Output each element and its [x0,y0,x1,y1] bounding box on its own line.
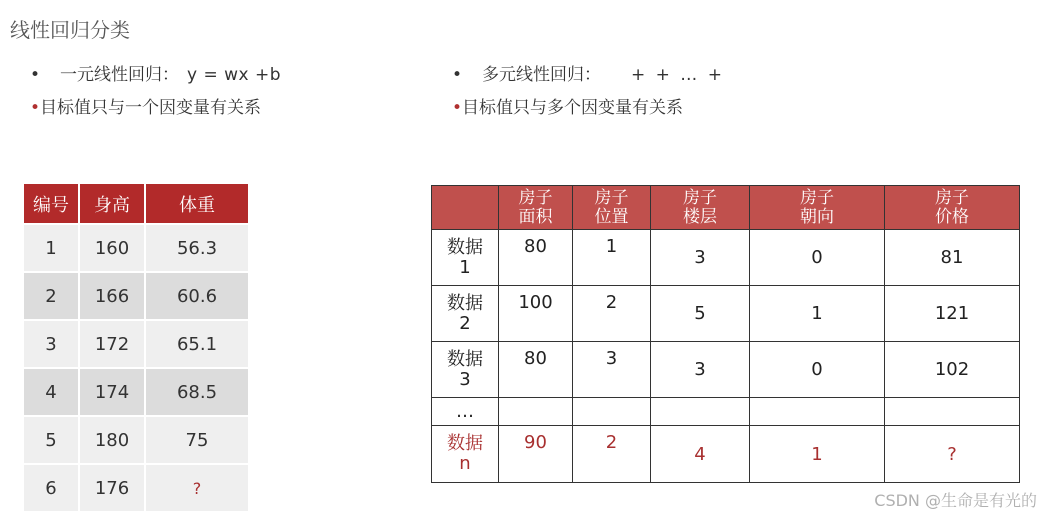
row-label: 数据 3 [432,342,499,398]
cell-price: 121 [885,286,1020,342]
cell-weight: 60.6 [146,273,248,319]
table-row [24,465,248,511]
header-id: 编号 [24,184,78,223]
cell-area: 80 [499,230,573,286]
note-bullet-dot: • [30,98,41,118]
cell-height: 166 [80,273,144,319]
cell-location: 1 [573,230,651,286]
cell-price: 81 [885,230,1020,286]
header-height: 身高 [80,184,144,223]
table-row [24,321,248,367]
cell-id: 4 [24,369,78,415]
table-row [24,273,248,319]
bullet-dot: • [452,65,463,85]
cell-floor: 3 [651,230,750,286]
cell-area: 90 [499,426,573,483]
header-weight: 体重 [146,184,248,223]
cell-id: 3 [24,321,78,367]
table-row [432,286,1020,342]
table-header-row [24,184,248,223]
table-header-row [432,186,1020,230]
table-row [432,426,1020,483]
cell-id: 1 [24,225,78,271]
cell-empty [499,398,573,426]
header-area: 房子 面积 [499,186,573,230]
table-row [432,230,1020,286]
row-label: 数据 1 [432,230,499,286]
simple-regression-note [30,93,261,118]
cell-floor: 3 [651,342,750,398]
cell-orientation: 0 [750,342,885,398]
header-price: 房子 价格 [885,186,1020,230]
table-row [24,369,248,415]
cell-price-unknown: ? [885,426,1020,483]
cell-empty [651,398,750,426]
cell-weight: 56.3 [146,225,248,271]
cell-floor: 4 [651,426,750,483]
header-location: 房子 位置 [573,186,651,230]
multi-regression-formula: + + … + [631,65,723,85]
cell-empty [573,398,651,426]
multi-regression-note [452,93,683,118]
cell-location: 2 [573,286,651,342]
table-row [24,417,248,463]
bullet-dot: • [30,65,41,85]
header-blank [432,186,499,230]
cell-height: 174 [80,369,144,415]
cell-height: 176 [80,465,144,511]
cell-weight: 68.5 [146,369,248,415]
cell-empty [750,398,885,426]
cell-height: 172 [80,321,144,367]
multi-regression-table [431,185,1020,483]
cell-location: 2 [573,426,651,483]
row-label: 数据 2 [432,286,499,342]
header-floor: 房子 楼层 [651,186,750,230]
cell-id: 6 [24,465,78,511]
multi-regression-label: 多元线性回归： [482,65,601,85]
cell-weight-unknown: ? [146,465,248,511]
cell-floor: 5 [651,286,750,342]
watermark: CSDN @生命是有光的 [874,491,1037,510]
cell-orientation: 0 [750,230,885,286]
row-label: 数据 n [432,426,499,483]
simple-regression-table [22,182,250,513]
table-row [24,225,248,271]
cell-location: 3 [573,342,651,398]
table-row [432,342,1020,398]
page-title: 线性回归分类 [10,18,130,42]
cell-id: 5 [24,417,78,463]
cell-area: 100 [499,286,573,342]
table-row-ellipsis [432,398,1020,426]
row-label-ellipsis: … [432,398,499,426]
multi-regression-note-text: 目标值只与多个因变量有关系 [462,98,684,118]
simple-regression-bullet [30,60,281,85]
cell-weight: 65.1 [146,321,248,367]
cell-height: 160 [80,225,144,271]
simple-regression-formula: y = wx +b [187,65,282,85]
note-bullet-dot: • [452,98,463,118]
multi-regression-bullet [452,60,722,85]
simple-regression-note-text: 目标值只与一个因变量有关系 [40,98,262,118]
cell-id: 2 [24,273,78,319]
cell-empty [885,398,1020,426]
cell-price: 102 [885,342,1020,398]
header-orientation: 房子 朝向 [750,186,885,230]
cell-orientation: 1 [750,426,885,483]
cell-height: 180 [80,417,144,463]
cell-orientation: 1 [750,286,885,342]
cell-weight: 75 [146,417,248,463]
cell-area: 80 [499,342,573,398]
simple-regression-label: 一元线性回归： [60,65,179,85]
